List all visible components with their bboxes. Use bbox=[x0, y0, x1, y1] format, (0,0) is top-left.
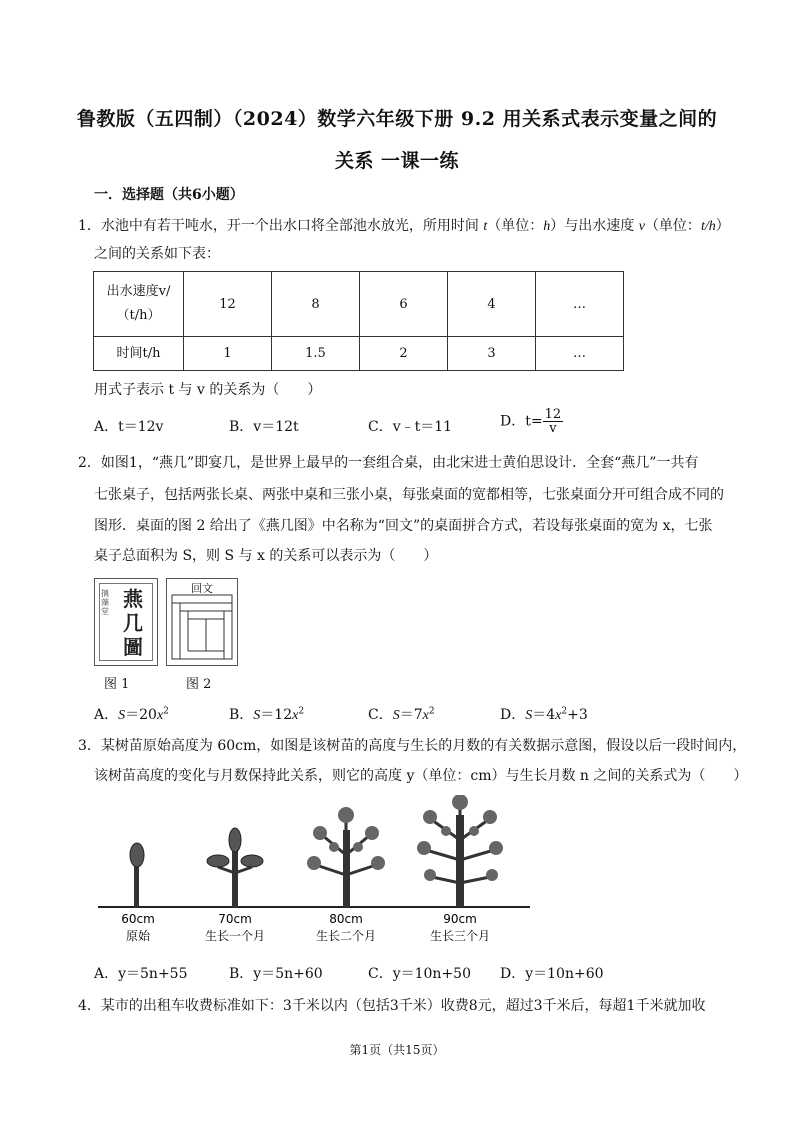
q2-option-d[interactable]: D．$S=4x^2+3$ bbox=[500, 706, 588, 723]
huiwen-layout-diagram bbox=[167, 579, 237, 665]
figure-1-caption: 图 1 bbox=[104, 677, 130, 692]
q3-option-d[interactable]: D．y＝10n+60 bbox=[500, 966, 604, 982]
page-title-line1: 鲁教版（五四制）（2024）数学六年级下册 9.2 用关系式表示变量之间的 bbox=[76, 108, 718, 130]
book-title: 燕几圖 bbox=[123, 587, 143, 659]
figure-1-book-cover: 摛藻堂 燕几圖 bbox=[94, 578, 158, 666]
q2-number: 2． bbox=[78, 455, 101, 471]
plant-height-label: 60cm bbox=[121, 912, 155, 926]
q3-option-c[interactable]: C．y＝10n+50 bbox=[368, 966, 471, 982]
q2-option-c[interactable]: C．$S=7x^2$ bbox=[368, 706, 435, 723]
table-cell: 3 bbox=[448, 337, 536, 371]
q1-line2: 之间的关系如下表： bbox=[94, 246, 220, 262]
q2-option-b[interactable]: B．$S=12x^2$ bbox=[229, 706, 305, 723]
plant-growth-figure bbox=[94, 795, 534, 950]
q3-number: 3． bbox=[78, 738, 101, 754]
q3-line2: 该树苗高度的变化与月数保持此关系，则它的高度 y（单位：cm）与生长月数 n 之间的关系式为（ ） bbox=[94, 768, 748, 784]
plant-stage-label: 生长二个月 bbox=[315, 929, 377, 943]
plant-stage-label: 原始 bbox=[125, 929, 151, 943]
q1-option-b[interactable]: B．v＝12t bbox=[229, 419, 299, 435]
table-row-header-time: 时间t/h bbox=[94, 337, 184, 371]
plant-icon-original bbox=[130, 843, 144, 907]
q1-prompt: 用式子表示 t 与 v 的关系为（ ） bbox=[94, 382, 322, 398]
table-cell: 1.5 bbox=[272, 337, 360, 371]
q1-option-a[interactable]: A．t＝12v bbox=[94, 419, 164, 435]
table-cell: 8 bbox=[272, 272, 360, 337]
q1-option-d[interactable]: D．t= $\frac{12}{v}$ bbox=[500, 407, 562, 436]
q1-number: 1． bbox=[78, 218, 101, 234]
table-cell: … bbox=[536, 337, 624, 371]
q2-option-a[interactable]: A．$S=20x^2$ bbox=[94, 706, 169, 723]
q1-line1: 1．水池中有若干吨水，开一个出水口将全部池水放光，所用时间 t（单位：h）与出水速度 v（单位：t/h） bbox=[78, 218, 730, 234]
plant-stage-label: 生长一个月 bbox=[204, 929, 266, 943]
table-cell: 6 bbox=[360, 272, 448, 337]
table-cell: 1 bbox=[184, 337, 272, 371]
q3-option-b[interactable]: B．y＝5n+60 bbox=[229, 966, 323, 982]
plant-height-label: 90cm bbox=[443, 912, 477, 926]
table-cell: 12 bbox=[184, 272, 272, 337]
table-cell: 4 bbox=[448, 272, 536, 337]
q4-number: 4． bbox=[78, 998, 101, 1014]
table-cell: … bbox=[536, 272, 624, 337]
plant-icon-month-1 bbox=[207, 828, 263, 907]
section-heading: 一．选择题（共6小题） bbox=[94, 187, 244, 203]
figure-2-caption: 图 2 bbox=[186, 677, 212, 692]
page-title-line2: 关系 一课一练 bbox=[334, 150, 460, 172]
page-footer: 第1页（共15页） bbox=[349, 1043, 445, 1057]
q2-line1: 2．如图1，“燕几”即宴几，是世界上最早的一套组合桌，由北宋进士黄伯思设计．全套“燕几”一共有 bbox=[78, 455, 699, 471]
q4-line1: 4．某市的出租车收费标准如下：3千米以内（包括3千米）收费8元，超过3千米后，每超1千米就加收 bbox=[78, 998, 706, 1014]
plant-icon-month-3 bbox=[417, 795, 503, 907]
q1-data-table bbox=[93, 271, 624, 371]
table-cell: 2 bbox=[360, 337, 448, 371]
figure-2-table-arrangement: 回文 bbox=[166, 578, 238, 666]
q2-line2: 七张桌子，包括两张长桌、两张中桌和三张小桌，每张桌面的宽都相等，七张桌面分开可组合成不同的 bbox=[94, 487, 724, 503]
plant-icon-month-2 bbox=[307, 807, 385, 907]
table-row-header-speed: 出水速度v/ （t/h） bbox=[94, 272, 184, 337]
plant-stage-label: 生长三个月 bbox=[429, 929, 491, 943]
q2-line3: 图形．桌面的图 2 给出了《燕几图》中名称为“回文”的桌面拼合方式，若设每张桌面的宽为 x，七张 bbox=[94, 518, 713, 534]
plant-height-label: 70cm bbox=[218, 912, 252, 926]
q2-line4: 桌子总面积为 S，则 S 与 x 的关系可以表示为（ ） bbox=[94, 548, 438, 564]
q1-option-c[interactable]: C．v﹣t＝11 bbox=[368, 419, 453, 435]
fraction: $\frac{12}{v}$ bbox=[544, 407, 562, 436]
q3-option-a[interactable]: A．y＝5n+55 bbox=[94, 966, 188, 982]
q3-line1: 3．某树苗原始高度为 60cm，如图是该树苗的高度与生长的月数的有关数据示意图，假设以后一段时间内， bbox=[78, 738, 747, 754]
plant-height-label: 80cm bbox=[329, 912, 363, 926]
